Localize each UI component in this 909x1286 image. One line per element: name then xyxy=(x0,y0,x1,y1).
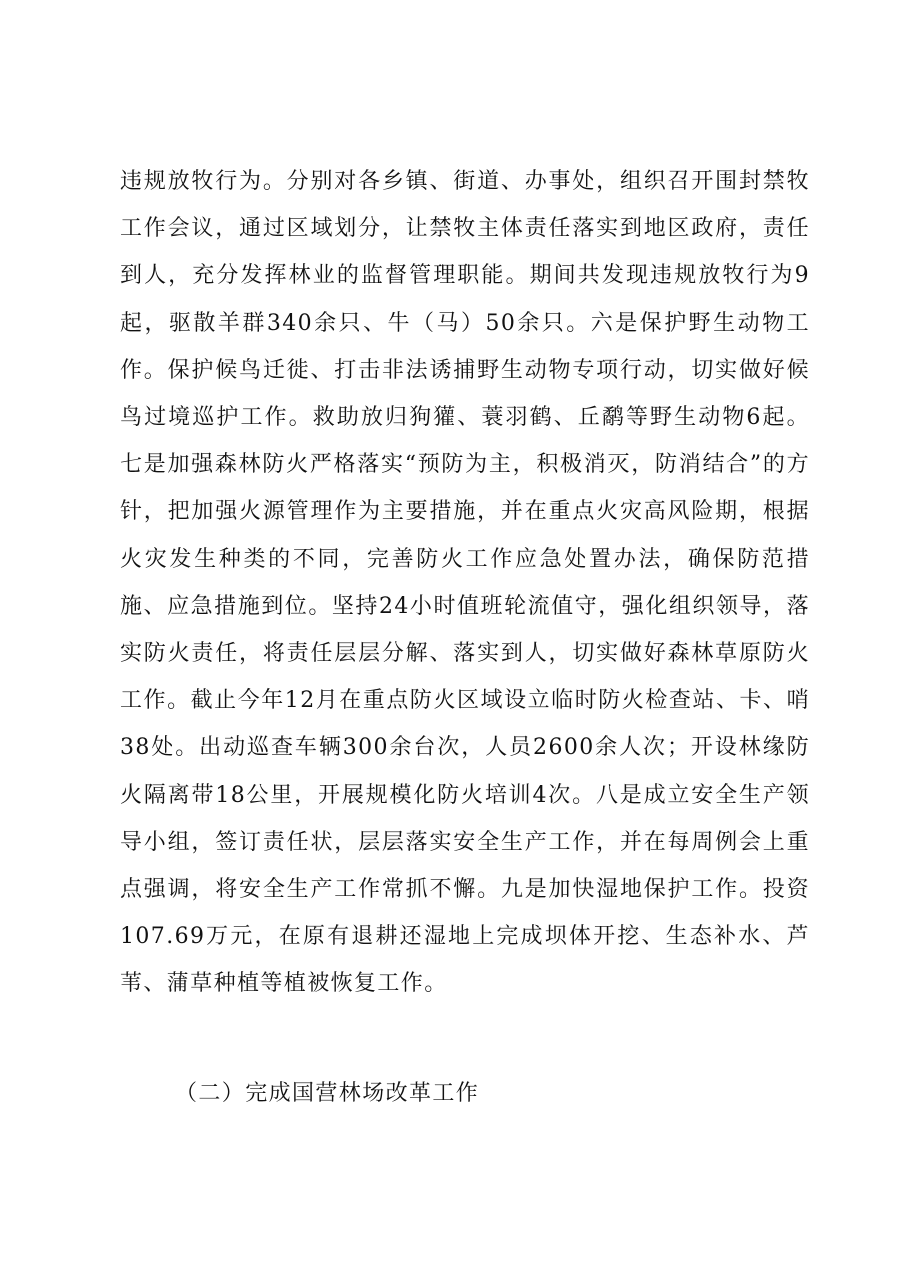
body-paragraph: 违规放牧行为。分别对各乡镇、街道、办事处，组织召开围封禁牧工作会议，通过区域划分，让禁牧主体责任落实到地区政府，责任到人，充分发挥林业的监督管理职能。期间共发现违规放牧行为9起，驱散羊群340余只、牛（马）50余只。六是保护野生动物工作。保护候鸟迁徙、打击非法诱捕野生动物专项行动，切实做好候鸟过境巡护工作。救助放归狗獾、蓑羽鹤、丘鹬等野生动物6起。七是加强森林防火严格落实“预防为主，积极消灭，防消结合”的方针，把加强火源管理作为主要措施，并在重点火灾高风险期，根据火灾发生种类的不同，完善防火工作应急处置办法，确保防范措施、应急措施到位。坚持24小时值班轮流值守，强化组织领导，落实防火责任，将责任层层分解、落实到人，切实做好森林草原防火工作。截止今年12月在重点防火区域设立临时防火检查站、卡、哨38处。出动巡查车辆300余台次，人员2600余人次；开设林缘防火隔离带18公里，开展规模化防火培训4次。八是成立安全生产领导小组，签订责任状，层层落实安全生产工作，并在每周例会上重点强调，将安全生产工作常抓不懈。九是加快湿地保护工作。投资107.69万元，在原有退耕还湿地上完成坝体开挖、生态补水、芦苇、蒲草种植等植被恢复工作。 xyxy=(120,169,810,997)
section-heading: （二）完成国营林场改革工作 xyxy=(175,1081,480,1106)
